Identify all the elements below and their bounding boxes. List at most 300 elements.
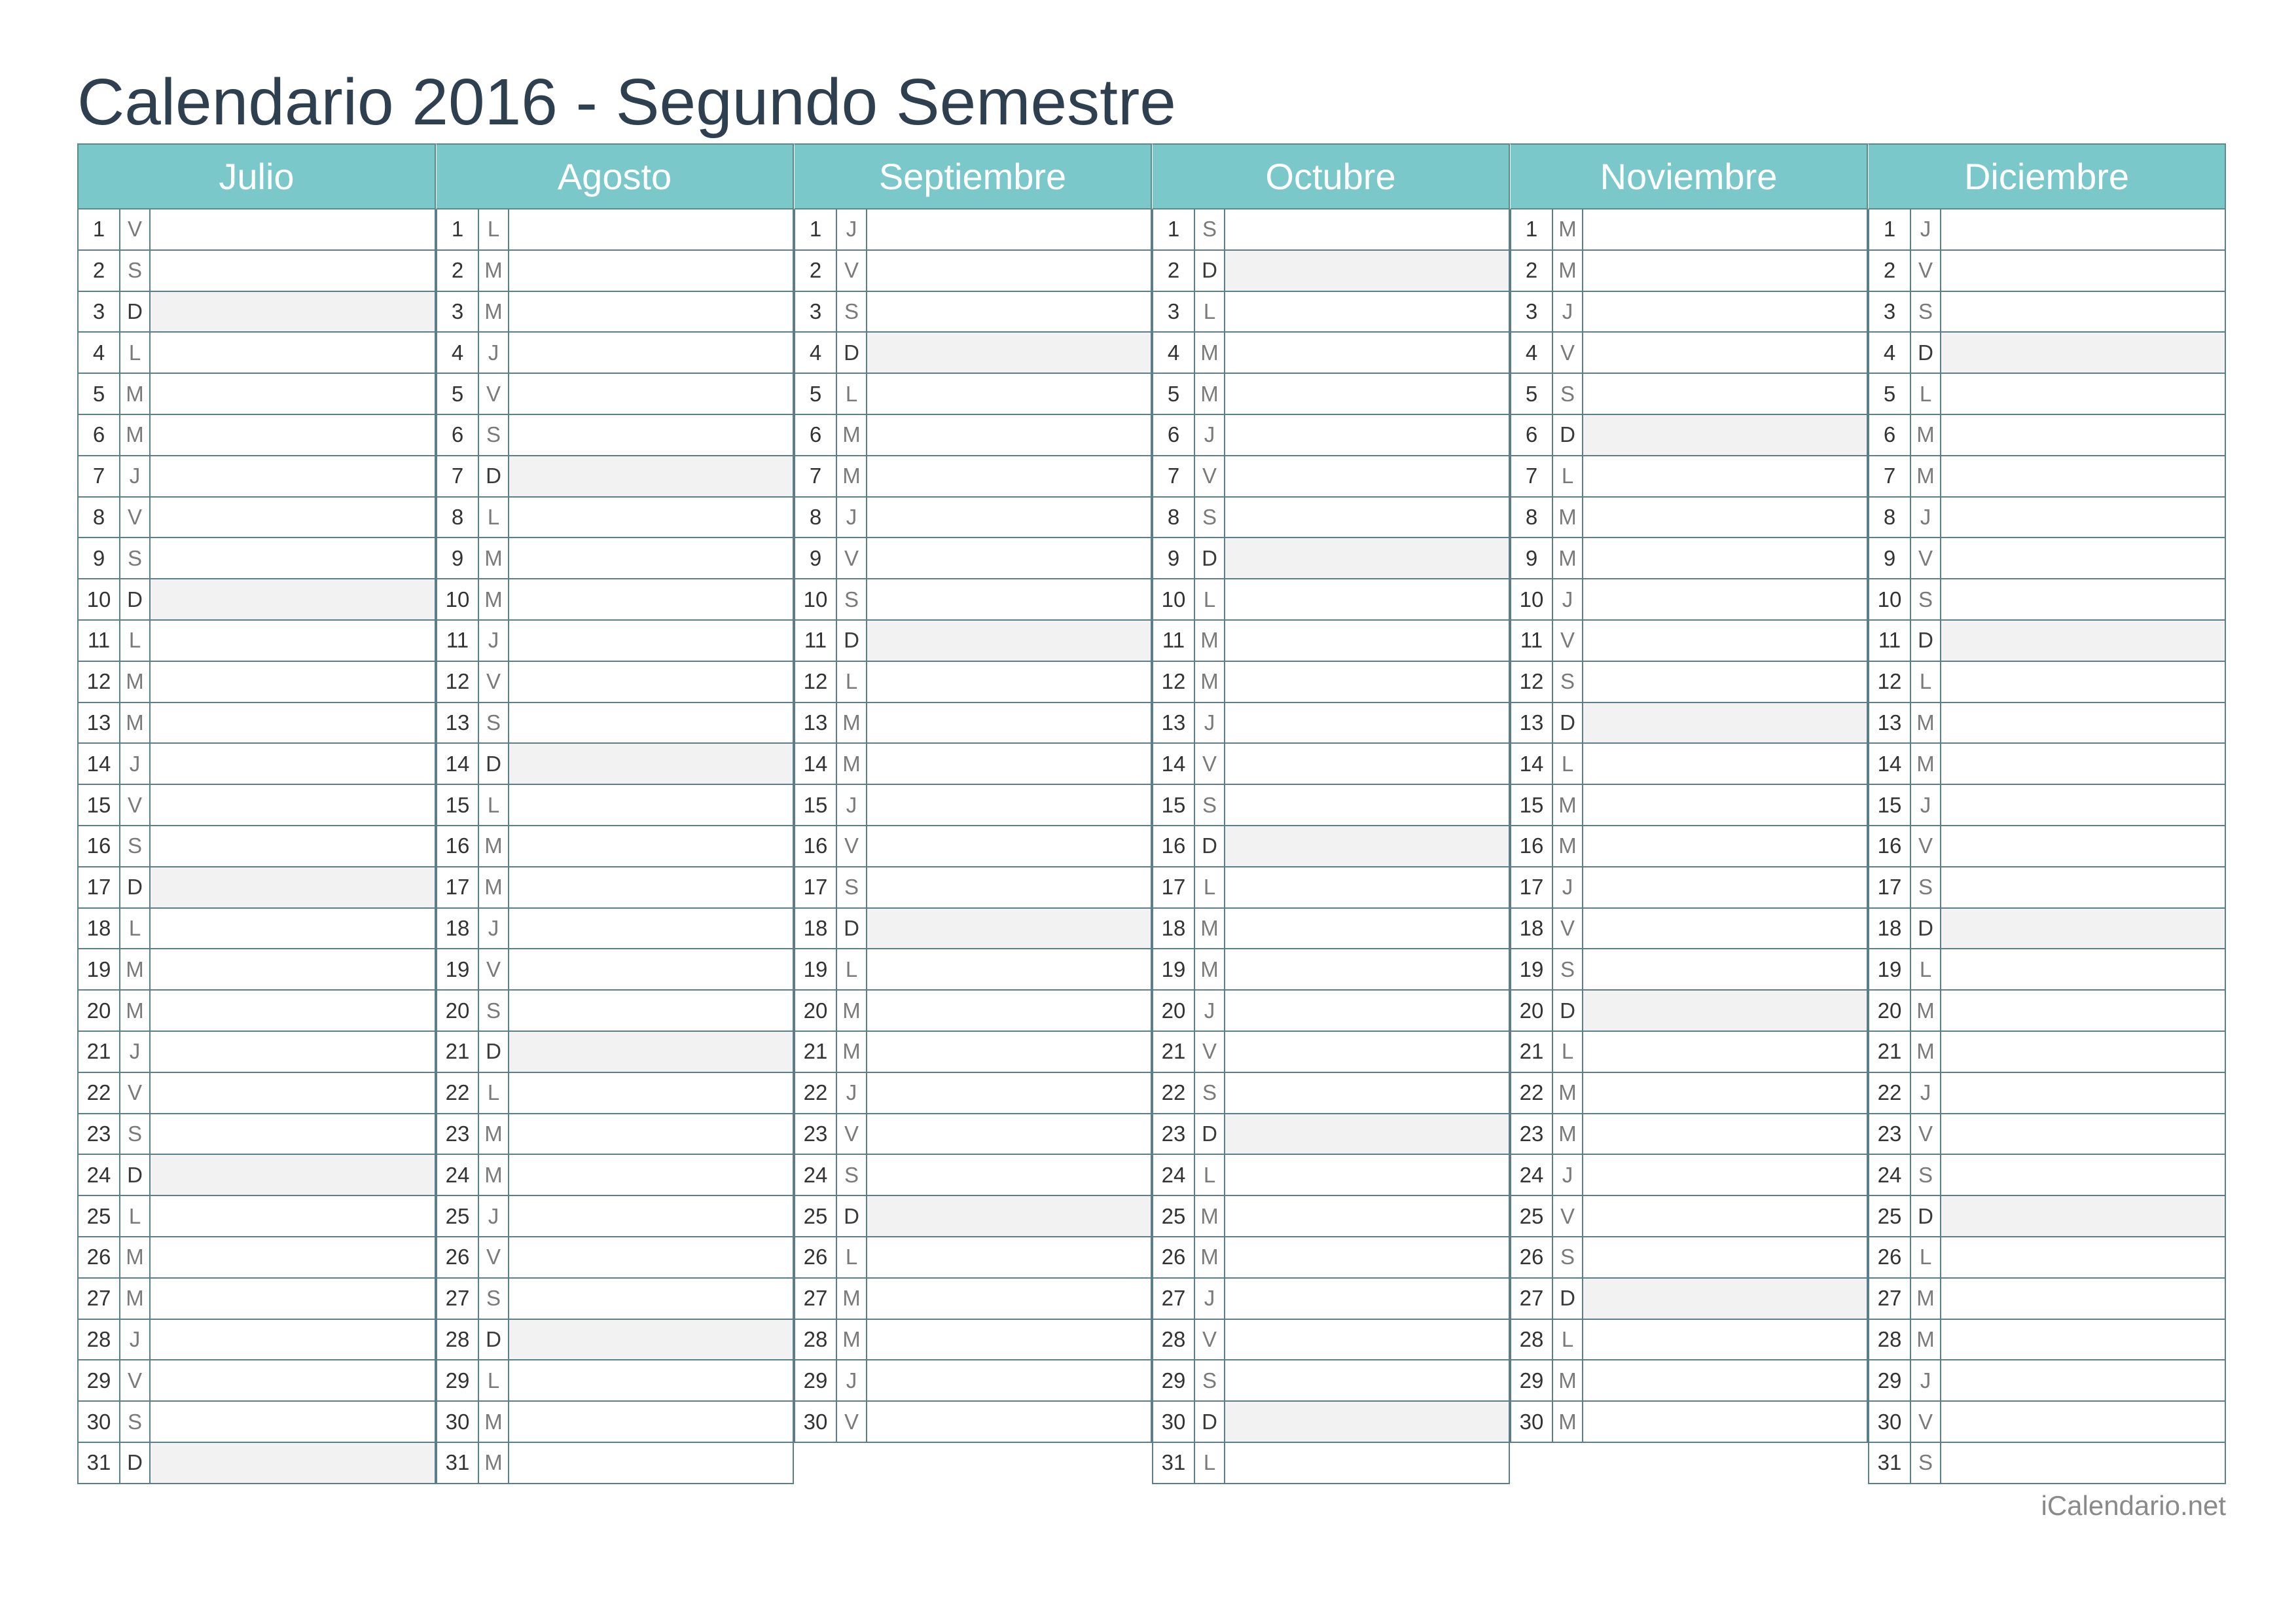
- day-number: 17: [79, 867, 120, 907]
- day-row: [1868, 251, 2226, 292]
- weekday-letter: L: [479, 1073, 509, 1113]
- weekday-letter: D: [1553, 703, 1583, 743]
- weekday-letter: M: [1553, 498, 1583, 538]
- day-number: 30: [1869, 1402, 1911, 1442]
- note-cell: [151, 1032, 435, 1072]
- day-number: 30: [1153, 1402, 1195, 1442]
- day-number: 14: [79, 744, 120, 784]
- day-row: [1868, 1237, 2226, 1279]
- day-row: [1510, 621, 1868, 662]
- note-cell: [151, 292, 435, 332]
- note-cell: [151, 251, 435, 291]
- note-cell: [1225, 703, 1509, 743]
- day-row: [436, 415, 794, 456]
- weekday-letter: S: [1911, 1155, 1941, 1195]
- day-number: 19: [795, 949, 837, 989]
- day-row: [436, 621, 794, 662]
- weekday-letter: M: [479, 1155, 509, 1195]
- footer-brand: iCalendario.net: [2041, 1490, 2226, 1521]
- note-cell: [509, 1443, 793, 1483]
- weekday-letter: S: [479, 703, 509, 743]
- weekday-letter: L: [479, 785, 509, 825]
- day-row: [1868, 1032, 2226, 1073]
- day-row: [794, 1320, 1152, 1361]
- note-cell: [509, 456, 793, 496]
- day-row: [1868, 1114, 2226, 1156]
- weekday-letter: D: [120, 867, 151, 907]
- day-number: 17: [437, 867, 479, 907]
- weekday-letter: L: [1911, 662, 1941, 702]
- note-cell: [1225, 579, 1509, 619]
- month-header: Septiembre: [794, 143, 1152, 210]
- weekday-letter: M: [479, 1114, 509, 1154]
- day-row: [794, 703, 1152, 744]
- day-number: 17: [1869, 867, 1911, 907]
- day-row: [436, 210, 794, 251]
- note-cell: [867, 1279, 1151, 1319]
- note-cell: [867, 1114, 1151, 1154]
- weekday-letter: L: [1553, 744, 1583, 784]
- weekday-letter: S: [1553, 949, 1583, 989]
- day-row: [1152, 621, 1510, 662]
- note-cell: [509, 538, 793, 578]
- day-row: [436, 826, 794, 867]
- day-row: [436, 1402, 794, 1443]
- note-cell: [1225, 744, 1509, 784]
- note-cell: [1225, 1402, 1509, 1442]
- day-number: 5: [795, 374, 837, 414]
- note-cell: [509, 1320, 793, 1360]
- day-number: 7: [79, 456, 120, 496]
- day-number: 17: [795, 867, 837, 907]
- weekday-letter: D: [120, 1155, 151, 1195]
- note-cell: [1225, 538, 1509, 578]
- weekday-letter: V: [1195, 1320, 1225, 1360]
- day-row: [77, 703, 436, 744]
- weekday-letter: D: [837, 333, 867, 373]
- weekday-letter: V: [837, 826, 867, 866]
- day-number: 23: [1511, 1114, 1553, 1154]
- note-cell: [1941, 1073, 2225, 1113]
- note-cell: [151, 333, 435, 373]
- day-number: 29: [1511, 1360, 1553, 1400]
- note-cell: [1941, 292, 2225, 332]
- day-number: 31: [437, 1443, 479, 1483]
- day-number: 18: [1869, 909, 1911, 949]
- note-cell: [509, 1114, 793, 1154]
- note-cell: [1583, 292, 1867, 332]
- day-number: 29: [795, 1360, 837, 1400]
- weekday-letter: M: [837, 415, 867, 455]
- day-number: 30: [795, 1402, 837, 1442]
- weekday-letter: M: [479, 579, 509, 619]
- day-row: [1152, 498, 1510, 539]
- day-number: 18: [79, 909, 120, 949]
- day-row: [77, 498, 436, 539]
- day-number: 2: [79, 251, 120, 291]
- weekday-letter: M: [120, 415, 151, 455]
- note-cell: [1225, 785, 1509, 825]
- day-number: 22: [795, 1073, 837, 1113]
- note-cell: [1583, 1032, 1867, 1072]
- day-number: 26: [1511, 1237, 1553, 1277]
- weekday-letter: S: [1195, 1360, 1225, 1400]
- day-number: 9: [437, 538, 479, 578]
- day-row: [794, 1279, 1152, 1320]
- day-number: 3: [1153, 292, 1195, 332]
- day-row: [1510, 1114, 1868, 1156]
- weekday-letter: D: [1195, 538, 1225, 578]
- day-row: [77, 1073, 436, 1114]
- note-cell: [1583, 415, 1867, 455]
- day-number: 12: [795, 662, 837, 702]
- note-cell: [151, 703, 435, 743]
- weekday-letter: S: [120, 538, 151, 578]
- weekday-letter: V: [1195, 744, 1225, 784]
- note-cell: [867, 498, 1151, 538]
- day-number: 5: [1869, 374, 1911, 414]
- note-cell: [1583, 374, 1867, 414]
- weekday-letter: S: [1195, 1073, 1225, 1113]
- weekday-letter: J: [120, 1032, 151, 1072]
- note-cell: [509, 1155, 793, 1195]
- month-header: Octubre: [1152, 143, 1510, 210]
- day-row: [1868, 826, 2226, 867]
- note-cell: [1941, 949, 2225, 989]
- day-number: 15: [795, 785, 837, 825]
- note-cell: [509, 1360, 793, 1400]
- weekday-letter: D: [837, 1196, 867, 1236]
- day-number: 16: [1869, 826, 1911, 866]
- day-row: [436, 1196, 794, 1237]
- weekday-letter: J: [120, 456, 151, 496]
- day-number: 30: [1511, 1402, 1553, 1442]
- day-row: [794, 1073, 1152, 1114]
- note-cell: [1941, 374, 2225, 414]
- note-cell: [1941, 1196, 2225, 1236]
- weekday-letter: M: [1553, 785, 1583, 825]
- note-cell: [151, 744, 435, 784]
- day-row: [436, 1443, 794, 1484]
- note-cell: [1583, 1196, 1867, 1236]
- day-number: 31: [79, 1443, 120, 1483]
- note-cell: [509, 1073, 793, 1113]
- weekday-letter: M: [1195, 1237, 1225, 1277]
- day-row: [1152, 579, 1510, 621]
- note-cell: [1225, 662, 1509, 702]
- day-row: [77, 949, 436, 991]
- weekday-letter: V: [1553, 909, 1583, 949]
- day-number: 9: [795, 538, 837, 578]
- day-row: [77, 744, 436, 785]
- day-number: 11: [79, 621, 120, 661]
- day-number: 13: [1869, 703, 1911, 743]
- weekday-letter: J: [837, 1073, 867, 1113]
- weekday-letter: S: [120, 251, 151, 291]
- day-list: [794, 210, 1152, 1443]
- month-header: Diciembre: [1868, 143, 2226, 210]
- note-cell: [1225, 826, 1509, 866]
- note-cell: [1941, 909, 2225, 949]
- day-number: 11: [1511, 621, 1553, 661]
- day-row: [1510, 1320, 1868, 1361]
- day-row: [1868, 867, 2226, 909]
- weekday-letter: J: [479, 1196, 509, 1236]
- weekday-letter: J: [479, 333, 509, 373]
- note-cell: [1225, 333, 1509, 373]
- day-number: 27: [1511, 1279, 1553, 1319]
- day-list: [436, 210, 794, 1484]
- weekday-letter: S: [120, 826, 151, 866]
- day-number: 23: [1153, 1114, 1195, 1154]
- weekday-letter: S: [1911, 579, 1941, 619]
- weekday-letter: M: [1195, 1196, 1225, 1236]
- note-cell: [151, 621, 435, 661]
- month-column-noviembre: [1510, 143, 1868, 1480]
- day-number: 7: [437, 456, 479, 496]
- day-row: [77, 374, 436, 415]
- day-row: [1868, 1360, 2226, 1402]
- note-cell: [151, 579, 435, 619]
- weekday-letter: L: [1553, 1032, 1583, 1072]
- day-row: [1152, 949, 1510, 991]
- note-cell: [867, 949, 1151, 989]
- day-row: [1868, 662, 2226, 703]
- month-header: Noviembre: [1510, 143, 1868, 210]
- day-row: [1510, 1155, 1868, 1196]
- day-number: 14: [437, 744, 479, 784]
- weekday-letter: V: [1911, 1402, 1941, 1442]
- day-number: 20: [1869, 991, 1911, 1030]
- day-number: 29: [1153, 1360, 1195, 1400]
- day-number: 23: [437, 1114, 479, 1154]
- day-row: [1868, 785, 2226, 826]
- day-number: 17: [1153, 867, 1195, 907]
- weekday-letter: M: [1195, 621, 1225, 661]
- day-row: [1152, 292, 1510, 333]
- weekday-letter: V: [837, 251, 867, 291]
- month-column-julio: [77, 143, 436, 1480]
- day-row: [794, 1155, 1152, 1196]
- note-cell: [867, 744, 1151, 784]
- weekday-letter: M: [1911, 991, 1941, 1030]
- month-header: Agosto: [436, 143, 794, 210]
- day-number: 18: [437, 909, 479, 949]
- day-number: 8: [795, 498, 837, 538]
- day-row: [77, 1155, 436, 1196]
- note-cell: [1941, 415, 2225, 455]
- note-cell: [867, 292, 1151, 332]
- day-row: [1868, 374, 2226, 415]
- day-row: [1510, 538, 1868, 579]
- day-row: [1152, 1360, 1510, 1402]
- weekday-letter: J: [837, 210, 867, 249]
- day-row: [1152, 456, 1510, 498]
- day-row: [436, 662, 794, 703]
- weekday-letter: D: [1911, 333, 1941, 373]
- note-cell: [1225, 1237, 1509, 1277]
- day-row: [436, 538, 794, 579]
- day-number: 7: [1511, 456, 1553, 496]
- day-row: [1510, 333, 1868, 374]
- weekday-letter: M: [479, 1402, 509, 1442]
- weekday-letter: M: [837, 991, 867, 1030]
- weekday-letter: D: [479, 456, 509, 496]
- day-row: [794, 867, 1152, 909]
- note-cell: [1225, 415, 1509, 455]
- day-number: 31: [1869, 1443, 1911, 1483]
- weekday-letter: M: [1553, 251, 1583, 291]
- day-number: 20: [437, 991, 479, 1030]
- note-cell: [151, 415, 435, 455]
- weekday-letter: D: [120, 579, 151, 619]
- note-cell: [867, 210, 1151, 249]
- weekday-letter: M: [1553, 1073, 1583, 1113]
- weekday-letter: V: [1195, 456, 1225, 496]
- weekday-letter: M: [837, 456, 867, 496]
- note-cell: [867, 1032, 1151, 1072]
- day-number: 23: [795, 1114, 837, 1154]
- day-row: [436, 867, 794, 909]
- note-cell: [1583, 1073, 1867, 1113]
- day-number: 25: [1153, 1196, 1195, 1236]
- day-number: 4: [437, 333, 479, 373]
- note-cell: [509, 210, 793, 249]
- weekday-letter: L: [1553, 456, 1583, 496]
- day-number: 20: [1153, 991, 1195, 1030]
- day-row: [77, 292, 436, 333]
- note-cell: [867, 662, 1151, 702]
- weekday-letter: V: [1911, 538, 1941, 578]
- note-cell: [151, 1443, 435, 1483]
- day-row: [436, 1360, 794, 1402]
- note-cell: [867, 991, 1151, 1030]
- day-row: [1152, 991, 1510, 1032]
- day-number: 13: [437, 703, 479, 743]
- weekday-letter: M: [837, 1032, 867, 1072]
- day-number: 27: [79, 1279, 120, 1319]
- note-cell: [1941, 1155, 2225, 1195]
- day-row: [436, 744, 794, 785]
- note-cell: [867, 1360, 1151, 1400]
- weekday-letter: D: [479, 744, 509, 784]
- weekday-letter: M: [1195, 333, 1225, 373]
- weekday-letter: S: [479, 415, 509, 455]
- day-row: [436, 579, 794, 621]
- calendar-grid: [77, 143, 2226, 1480]
- day-number: 19: [437, 949, 479, 989]
- weekday-letter: V: [1553, 621, 1583, 661]
- note-cell: [867, 251, 1151, 291]
- day-row: [1868, 1443, 2226, 1484]
- weekday-letter: L: [1553, 1320, 1583, 1360]
- day-number: 24: [795, 1155, 837, 1195]
- note-cell: [1225, 621, 1509, 661]
- day-row: [1510, 785, 1868, 826]
- day-number: 28: [1153, 1320, 1195, 1360]
- weekday-letter: M: [120, 374, 151, 414]
- note-cell: [1941, 662, 2225, 702]
- weekday-letter: M: [837, 744, 867, 784]
- weekday-letter: J: [120, 1320, 151, 1360]
- note-cell: [1941, 991, 2225, 1030]
- weekday-letter: L: [1911, 949, 1941, 989]
- weekday-letter: J: [1553, 867, 1583, 907]
- day-number: 21: [1511, 1032, 1553, 1072]
- note-cell: [1941, 1237, 2225, 1277]
- month-column-octubre: [1152, 143, 1510, 1480]
- day-number: 22: [1153, 1073, 1195, 1113]
- day-number: 9: [1153, 538, 1195, 578]
- day-number: 10: [437, 579, 479, 619]
- weekday-letter: M: [479, 538, 509, 578]
- note-cell: [1941, 1402, 2225, 1442]
- day-row: [794, 292, 1152, 333]
- day-number: 15: [437, 785, 479, 825]
- note-cell: [867, 538, 1151, 578]
- day-number: 6: [1153, 415, 1195, 455]
- note-cell: [1225, 498, 1509, 538]
- day-number: 26: [1869, 1237, 1911, 1277]
- day-row: [1868, 1196, 2226, 1237]
- weekday-letter: D: [1195, 1114, 1225, 1154]
- day-number: 3: [1869, 292, 1911, 332]
- note-cell: [509, 909, 793, 949]
- note-cell: [867, 909, 1151, 949]
- weekday-letter: V: [120, 498, 151, 538]
- day-row: [1510, 662, 1868, 703]
- day-row: [77, 621, 436, 662]
- day-number: 21: [79, 1032, 120, 1072]
- page-title: Calendario 2016 - Segundo Semestre: [77, 65, 1176, 139]
- day-row: [1510, 292, 1868, 333]
- weekday-letter: V: [479, 1237, 509, 1277]
- note-cell: [509, 867, 793, 907]
- note-cell: [151, 1279, 435, 1319]
- note-cell: [151, 1360, 435, 1400]
- note-cell: [151, 456, 435, 496]
- note-cell: [1225, 1443, 1509, 1483]
- day-row: [1510, 867, 1868, 909]
- day-number: 21: [1153, 1032, 1195, 1072]
- weekday-letter: M: [120, 1237, 151, 1277]
- day-row: [1152, 1279, 1510, 1320]
- day-number: 8: [1511, 498, 1553, 538]
- note-cell: [1941, 333, 2225, 373]
- weekday-letter: M: [479, 867, 509, 907]
- day-number: 1: [1153, 210, 1195, 249]
- day-row: [1868, 333, 2226, 374]
- day-row: [1152, 251, 1510, 292]
- day-row: [77, 785, 436, 826]
- day-row: [1868, 456, 2226, 498]
- day-row: [436, 333, 794, 374]
- day-row: [794, 1360, 1152, 1402]
- day-number: 11: [1153, 621, 1195, 661]
- day-row: [1510, 1279, 1868, 1320]
- day-row: [1510, 1237, 1868, 1279]
- day-number: 4: [1869, 333, 1911, 373]
- day-number: 1: [1511, 210, 1553, 249]
- weekday-letter: L: [1195, 867, 1225, 907]
- day-number: 27: [1869, 1279, 1911, 1319]
- month-column-agosto: [436, 143, 794, 1480]
- day-row: [1510, 1196, 1868, 1237]
- day-row: [77, 662, 436, 703]
- day-number: 3: [1511, 292, 1553, 332]
- day-row: [1868, 415, 2226, 456]
- note-cell: [1225, 374, 1509, 414]
